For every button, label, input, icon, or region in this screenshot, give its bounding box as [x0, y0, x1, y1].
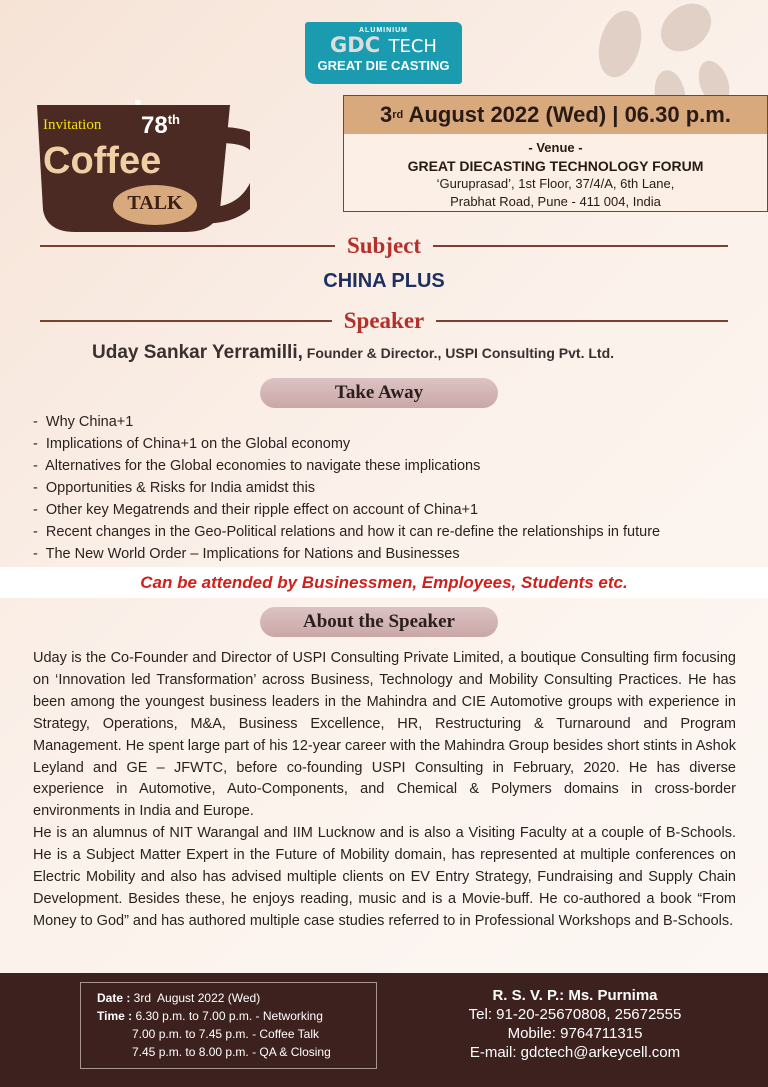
- logo-top-text: ALUMINIUM: [358, 27, 409, 34]
- time-slot: 7.00 p.m. to 7.45 p.m. - Coffee Talk: [132, 1027, 319, 1041]
- about-paragraph: He is an alumnus of NIT Warangal and IIM Lucknow and is also a Visiting Faculty at a couple of B-Schools. He is a Subject Matter Expert in the Future of Mobility domain, has represented at multiple conferences on Electric Mobility and also has advised multiple clients on EV Entry Strategy, Fundraising and Supply Chain Development. Besides these, he enjoys reading, music and is a Movie-buff. He co-authored a book “From Money to God” and has authored multiple case studies referred to in Professional Workshops and B-Schools.: [33, 825, 736, 929]
- list-item: - Opportunities & Risks for India amidst this: [33, 477, 660, 499]
- time-slot: 6.30 p.m. to 7.00 p.m. - Networking: [132, 1009, 323, 1023]
- edition-number-value: 78: [141, 112, 168, 139]
- venue-box: [343, 134, 768, 212]
- date-rest: August 2022 (Wed) | 06.30 p.m.: [403, 102, 731, 127]
- rsvp-name: R. S. V. P.: Ms. Purnima: [492, 987, 658, 1004]
- subject-title: CHINA PLUS: [323, 270, 445, 292]
- gdc-tech-logo: [305, 22, 462, 84]
- coffee-cup-logo: [35, 100, 250, 235]
- time-label: Time :: [97, 1009, 133, 1023]
- about-speaker-heading: About the Speaker: [260, 607, 498, 637]
- footer: [0, 973, 768, 1087]
- schedule-box: [80, 982, 377, 1069]
- list-item: - Alternatives for the Global economies to navigate these implications: [33, 455, 660, 477]
- coffee-bean-decoration: [651, 0, 720, 61]
- edition-number-suffix: th: [167, 112, 180, 127]
- list-item: - Recent changes in the Geo-Political relations and how it can re-define the relationships in future: [33, 521, 660, 543]
- rsvp-contact: [430, 986, 720, 1062]
- date-value: 3rd August 2022 (Wed): [130, 991, 261, 1005]
- venue-address-line1: ‘Guruprasad’, 1st Floor, 37/4/A, 6th Lane,: [436, 176, 675, 191]
- edition-number: [141, 112, 180, 140]
- about-paragraph: Uday is the Co-Founder and Director of USPI Consulting Private Limited, a boutique Consulting firm focusing on ‘Innovation led Transformation’ across Business, Technology and Mobility Consulting Practices. He has been among the youngest business leaders in the Mahindra and CIE Automotive groups with experience in Strategy, Operations, M&A, Business Excellence, HR, Restructuring & Turnaround and Program Management. He spent large part of his 12-year career with the Mahindra Group besides short stints in Ashok Leyland and GE – JFWTC, before co-founding USPI Consulting in February, 2020. He has diverse experience in Automotive, Auto-Components, and Chemical & Polymers domains in cross-border environments in India and Europe.: [33, 650, 736, 820]
- date-day: 3: [380, 102, 393, 127]
- speaker-role: Founder & Director., USPI Consulting Pvt. Ltd.: [302, 345, 615, 361]
- invitation-label: Invitation: [43, 117, 102, 133]
- speaker-line: [92, 342, 614, 364]
- logo-subtitle: GREAT DIE CASTING: [317, 58, 450, 73]
- time-slot: 7.45 p.m. to 8.00 p.m. - QA & Closing: [132, 1045, 331, 1059]
- audience-note: Can be attended by Businessmen, Employees, Students etc.: [0, 567, 768, 598]
- logo-tech: TECH: [388, 36, 437, 57]
- rsvp-phone: Tel: 91-20-25670808, 25672555: [468, 1006, 682, 1023]
- event-date-bar: [343, 95, 768, 135]
- rsvp-email[interactable]: E-mail: gdctech@arkeycell.com: [469, 1044, 681, 1061]
- venue-address-line2: Prabhat Road, Pune - 411 004, India: [450, 194, 661, 209]
- rsvp-mobile: Mobile: 9764711315: [507, 1025, 643, 1042]
- list-item: - Why China+1: [33, 411, 660, 433]
- schedule-time: [97, 1007, 376, 1025]
- logo-mark: [305, 34, 462, 58]
- talk-label: TALK: [127, 192, 183, 214]
- speaker-heading: [40, 308, 728, 334]
- logo-gdc: GDC: [330, 33, 381, 57]
- list-item: - Other key Megatrends and their ripple effect on account of China+1: [33, 499, 660, 521]
- subject-heading-text: Subject: [346, 233, 422, 258]
- speaker-name: Uday Sankar Yerramilli,: [92, 342, 303, 363]
- coffee-bean-decoration: [592, 6, 648, 82]
- list-item: - The New World Order – Implications for Nations and Businesses: [33, 543, 660, 565]
- takeaway-list: [33, 411, 660, 565]
- about-speaker-text: [33, 648, 736, 933]
- venue-label: - Venue -: [528, 140, 583, 155]
- speaker-heading-text: Speaker: [343, 308, 425, 333]
- schedule-date: [97, 989, 376, 1007]
- subject-heading: [40, 233, 728, 259]
- takeaway-heading: Take Away: [260, 378, 498, 408]
- date-suffix: rd: [392, 109, 404, 121]
- list-item: - Implications of China+1 on the Global economy: [33, 433, 660, 455]
- venue-name: GREAT DIECASTING TECHNOLOGY FORUM: [407, 158, 704, 174]
- date-label: Date :: [97, 991, 131, 1005]
- coffee-title: Coffee: [43, 140, 162, 182]
